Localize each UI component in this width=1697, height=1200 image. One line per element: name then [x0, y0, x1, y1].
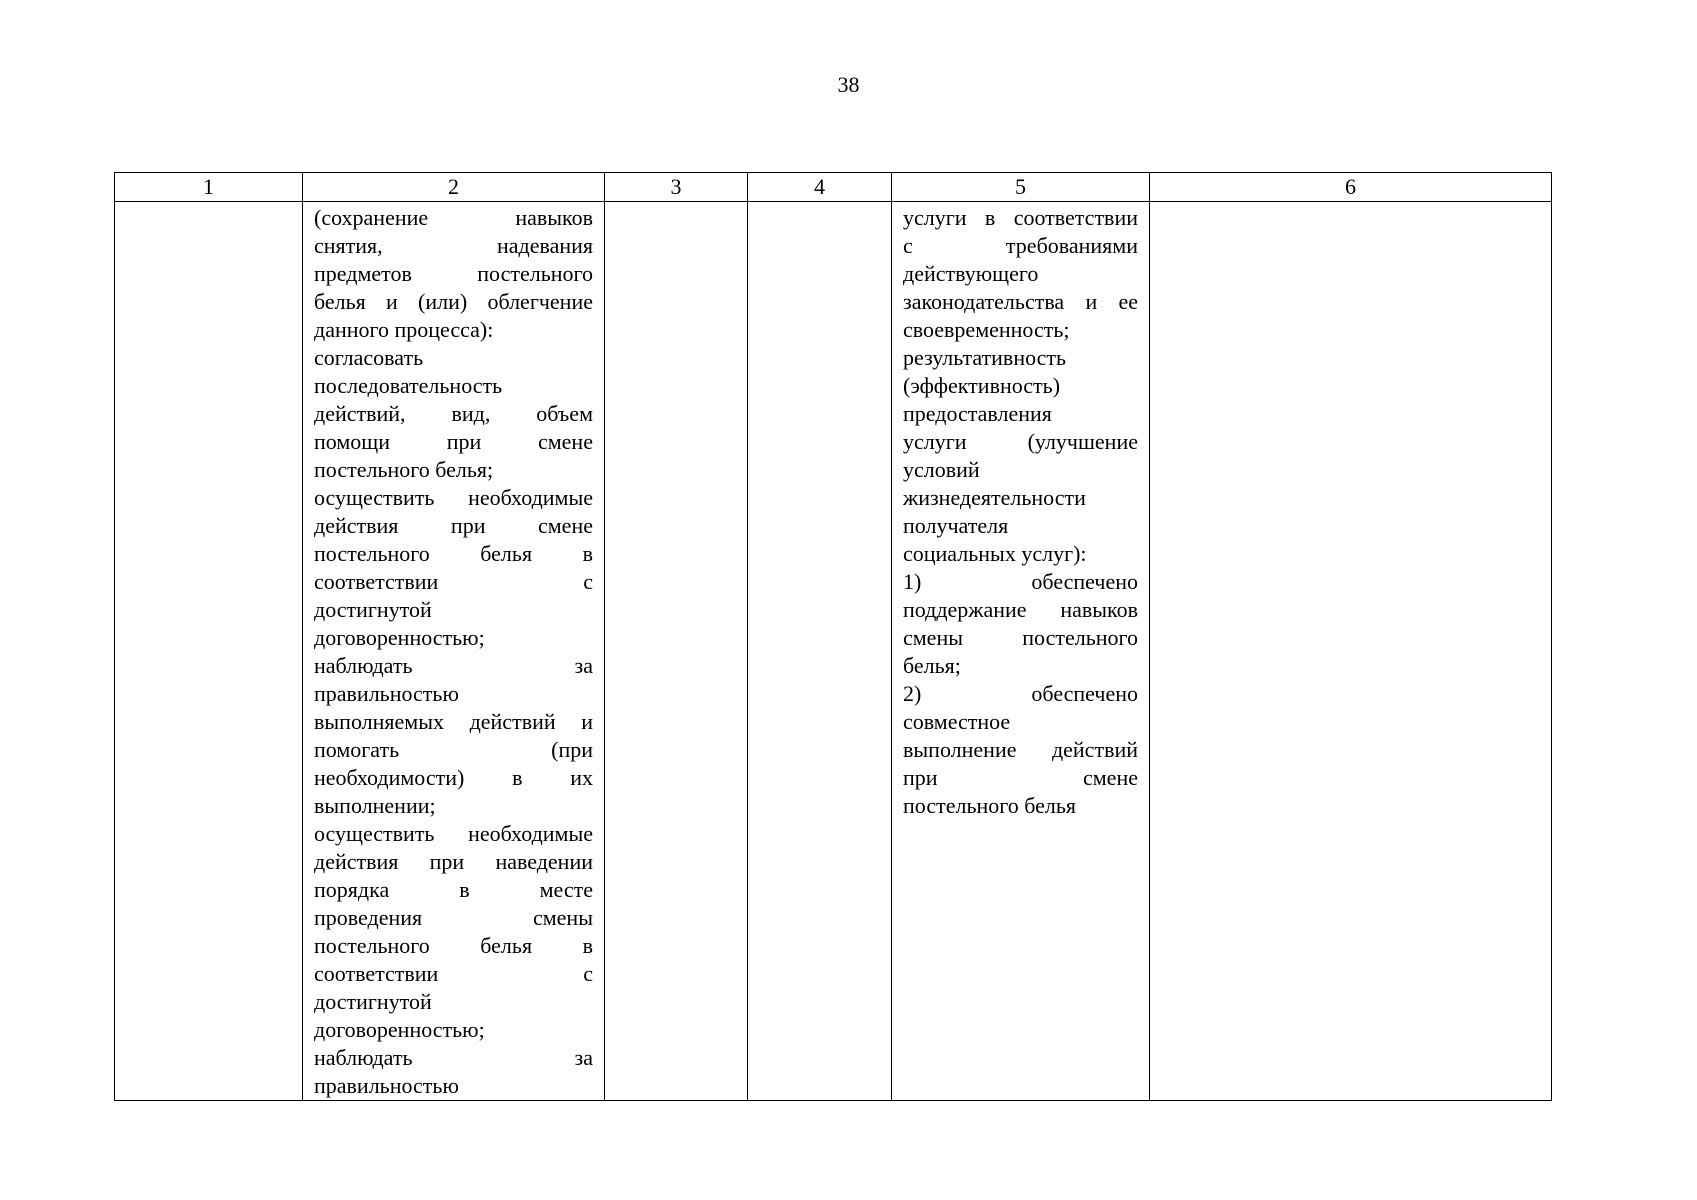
page-number: 38	[837, 72, 860, 97]
service-description-text	[303, 202, 604, 1100]
text-line: данного процесса):	[314, 317, 494, 342]
text-line: осуществить необходимые	[314, 485, 593, 510]
text-line: поддержание навыков	[903, 597, 1138, 622]
column-header-4: 4	[748, 173, 892, 202]
text-line: (сохранение навыков	[314, 205, 593, 230]
text-line: при смене	[903, 765, 1138, 790]
text-line: постельного белья;	[314, 457, 494, 482]
text-line: действия при наведении	[314, 849, 593, 874]
text-line: проведения смены	[314, 905, 593, 930]
text-line: правильностью	[314, 681, 459, 706]
text-line: договоренностью;	[314, 625, 485, 650]
text-line: помощи при смене	[314, 429, 593, 454]
text-line: жизнедеятельности	[903, 485, 1086, 510]
text-line: договоренностью;	[314, 1017, 485, 1042]
text-line: соответствии с	[314, 569, 593, 594]
text-line: социальных услуг):	[903, 541, 1087, 566]
text-line: наблюдать за	[314, 1045, 593, 1070]
text-line: выполнении;	[314, 793, 436, 818]
text-line: действия при смене	[314, 513, 593, 538]
text-line: наблюдать за	[314, 653, 593, 678]
services-table	[114, 172, 1552, 1101]
text-line: достигнутой	[314, 989, 432, 1014]
text-line: законодательства и ее	[903, 289, 1138, 314]
text-line: (эффективность)	[903, 373, 1061, 398]
text-line: необходимости) в их	[314, 765, 593, 790]
text-line: снятия, надевания	[314, 233, 593, 258]
text-line: предметов постельного	[314, 261, 593, 286]
text-line: достигнутой	[314, 597, 432, 622]
table-row	[115, 202, 1552, 1101]
text-line: своевременность;	[903, 317, 1070, 342]
text-line: постельного белья в	[314, 541, 593, 566]
text-line: условий	[903, 457, 980, 482]
text-line: белья и (или) облегчение	[314, 289, 593, 314]
text-line: действующего	[903, 261, 1039, 286]
text-line: действий, вид, объем	[314, 401, 593, 426]
table-cell-col2	[303, 202, 605, 1101]
table-cell-col3	[605, 202, 748, 1101]
text-line: порядка в месте	[314, 877, 593, 902]
text-line: совместное	[903, 709, 1011, 734]
text-line: 1) обеспечено	[903, 569, 1138, 594]
table-cell-col5	[892, 202, 1150, 1101]
text-line: выполнение действий	[903, 737, 1138, 762]
text-line: получателя	[903, 513, 1009, 538]
text-line: услуги в соответствии	[903, 205, 1138, 230]
column-header-1: 1	[115, 173, 303, 202]
text-line: последовательность	[314, 373, 503, 398]
column-header-6: 6	[1150, 173, 1552, 202]
text-line: результативность	[903, 345, 1067, 370]
text-line: 2) обеспечено	[903, 681, 1138, 706]
column-header-5: 5	[892, 173, 1150, 202]
text-line: постельного белья	[903, 793, 1077, 818]
text-line: соответствии с	[314, 961, 593, 986]
column-header-3: 3	[605, 173, 748, 202]
text-line: с требованиями	[903, 233, 1138, 258]
quality-indicators-text	[892, 202, 1149, 820]
text-line: помогать (при	[314, 737, 593, 762]
table-cell-col1	[115, 202, 303, 1101]
column-number-row	[115, 173, 1552, 202]
table-cell-col4	[748, 202, 892, 1101]
text-line: смены постельного	[903, 625, 1138, 650]
text-line: осуществить необходимые	[314, 821, 593, 846]
column-header-2: 2	[303, 173, 605, 202]
table-cell-col6	[1150, 202, 1552, 1101]
text-line: постельного белья в	[314, 933, 593, 958]
text-line: правильностью	[314, 1073, 459, 1098]
text-line: предоставления	[903, 401, 1052, 426]
text-line: согласовать	[314, 345, 424, 370]
text-line: белья;	[903, 653, 961, 678]
text-line: услуги (улучшение	[903, 429, 1138, 454]
text-line: выполняемых действий и	[314, 709, 593, 734]
